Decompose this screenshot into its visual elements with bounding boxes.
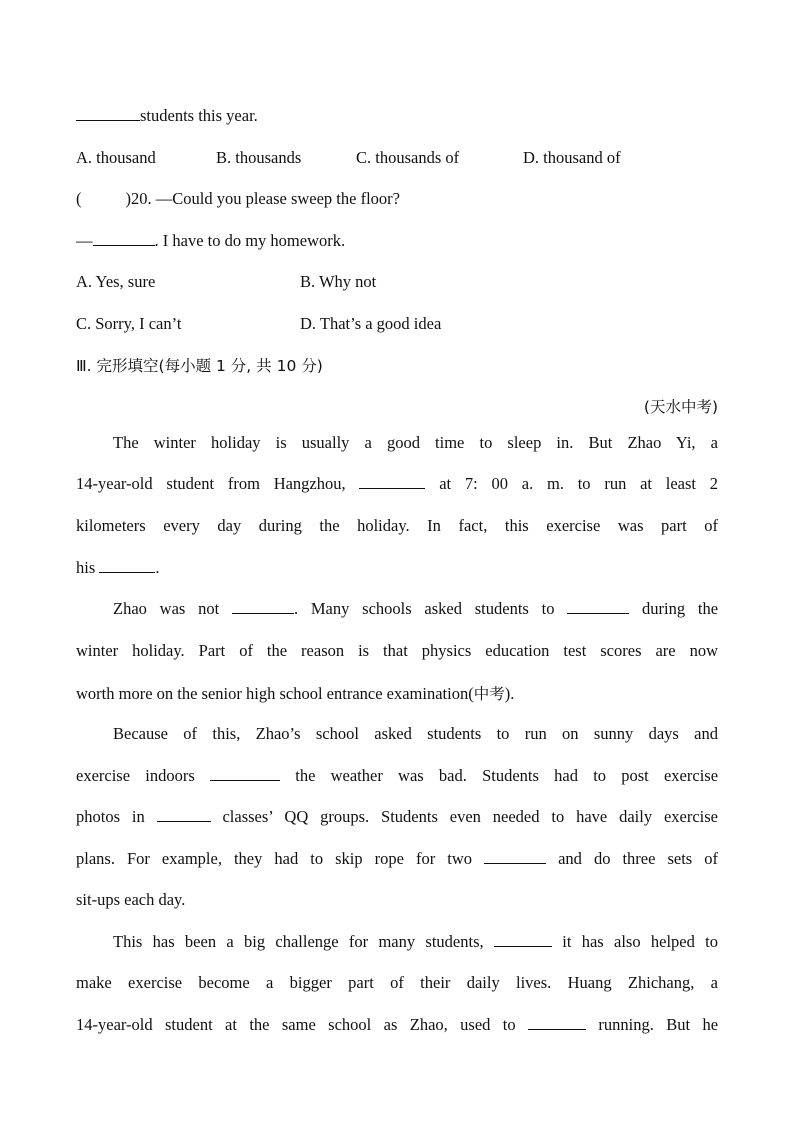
text-span: photos in xyxy=(76,807,145,827)
q20-reply-text: . I have to do my homework. xyxy=(154,230,346,250)
text-span: it has also helped to xyxy=(562,931,718,951)
p2-line3 xyxy=(76,682,718,724)
cloze-blank-6[interactable] xyxy=(157,807,211,822)
text-span: 14-year-old student from Hangzhou, xyxy=(76,474,346,494)
q19-options xyxy=(76,142,718,184)
p3-line3 xyxy=(76,807,718,849)
text-span: and do three sets of xyxy=(558,848,718,868)
p4-line3 xyxy=(76,1015,718,1057)
p1-line1: The winter holiday is usually a good time to sleep in. But Zhao Yi, a xyxy=(113,432,718,452)
p3-line1: Because of this, Zhao’s school asked students to run on sunny days and xyxy=(113,723,718,743)
p3-line5: sit-ups each day. xyxy=(76,890,186,910)
q20-reply-line xyxy=(76,225,718,267)
text-span: . Many schools asked students to xyxy=(293,599,555,619)
q20-options-row1 xyxy=(76,266,718,308)
q20-question: —Could you please sweep the floor? xyxy=(155,189,400,209)
text-span: the weather was bad. Students had to post exercise xyxy=(295,765,718,785)
q20-dash: — xyxy=(76,230,93,250)
text-span: 14-year-old student at the same school as Zhao, used to xyxy=(76,1015,516,1035)
q19-option-d[interactable]: D. thousand of xyxy=(523,147,621,167)
cloze-blank-4[interactable] xyxy=(567,599,629,614)
p3-line4 xyxy=(76,849,718,891)
text-span: ). xyxy=(504,684,515,704)
text-span: during the xyxy=(642,599,718,619)
p4-line2: make exercise become a bigger part of their daily lives. Huang Zhichang, a xyxy=(76,973,718,993)
text-span: . xyxy=(155,557,160,577)
question-number: )20. xyxy=(125,189,152,209)
q19-tail-line xyxy=(76,100,718,142)
q20-options-row2 xyxy=(76,308,718,350)
answer-paren-open: ( xyxy=(76,189,82,209)
cloze-blank-2[interactable] xyxy=(99,558,155,573)
text-span: Zhao was not xyxy=(113,599,220,619)
q19-option-b[interactable]: B. thousands xyxy=(216,147,302,167)
text-span: classes’ QQ groups. Students even needed to have daily exercise xyxy=(222,807,718,827)
answer-blank[interactable] xyxy=(93,231,155,246)
p2-line2: winter holiday. Part of the reason is that physics education test scores are now xyxy=(76,640,718,660)
p3-line2 xyxy=(76,766,718,808)
text-span: 中考 xyxy=(473,685,505,704)
p2-line1 xyxy=(76,599,718,641)
cloze-blank-7[interactable] xyxy=(484,849,546,864)
text-span: worth more on the senior high school entrance examination( xyxy=(76,684,474,704)
text-span: This has been a big challenge for many students, xyxy=(113,931,484,951)
q20-option-c[interactable]: C. Sorry, I can’t xyxy=(76,313,182,333)
section-heading: Ⅲ. 完形填空(每小题 1 分, 共 10 分) xyxy=(76,356,323,375)
answer-blank[interactable] xyxy=(76,106,140,121)
section-source: (天水中考) xyxy=(643,398,718,417)
p1-line4 xyxy=(76,558,718,600)
text-span: his xyxy=(76,557,96,577)
q19-tail-text: students this year. xyxy=(140,106,258,125)
q20-option-b[interactable]: B. Why not xyxy=(300,272,377,292)
q20-option-d[interactable]: D. That’s a good idea xyxy=(300,313,442,333)
cloze-blank-5[interactable] xyxy=(210,766,280,781)
p1-line2 xyxy=(76,474,718,516)
cloze-blank-1[interactable] xyxy=(359,474,425,489)
cloze-blank-9[interactable] xyxy=(528,1015,586,1030)
p1-line3: kilometers every day during the holiday. In fact, this exercise was part of xyxy=(76,515,718,535)
q20-option-a[interactable]: A. Yes, sure xyxy=(76,272,156,292)
q19-option-a[interactable]: A. thousand xyxy=(76,147,156,167)
cloze-blank-3[interactable] xyxy=(232,599,294,614)
q20-question-line xyxy=(76,183,718,225)
cloze-blank-8[interactable] xyxy=(494,932,552,947)
p4-line1 xyxy=(76,932,718,974)
exam-page xyxy=(76,100,718,1057)
text-span: running. But he xyxy=(598,1015,718,1035)
text-span: at 7: 00 a. m. to run at least 2 xyxy=(439,474,718,494)
text-span: plans. For example, they had to skip rope for two xyxy=(76,848,473,868)
q19-option-c[interactable]: C. thousands of xyxy=(356,147,460,167)
text-span: exercise indoors xyxy=(76,765,195,785)
